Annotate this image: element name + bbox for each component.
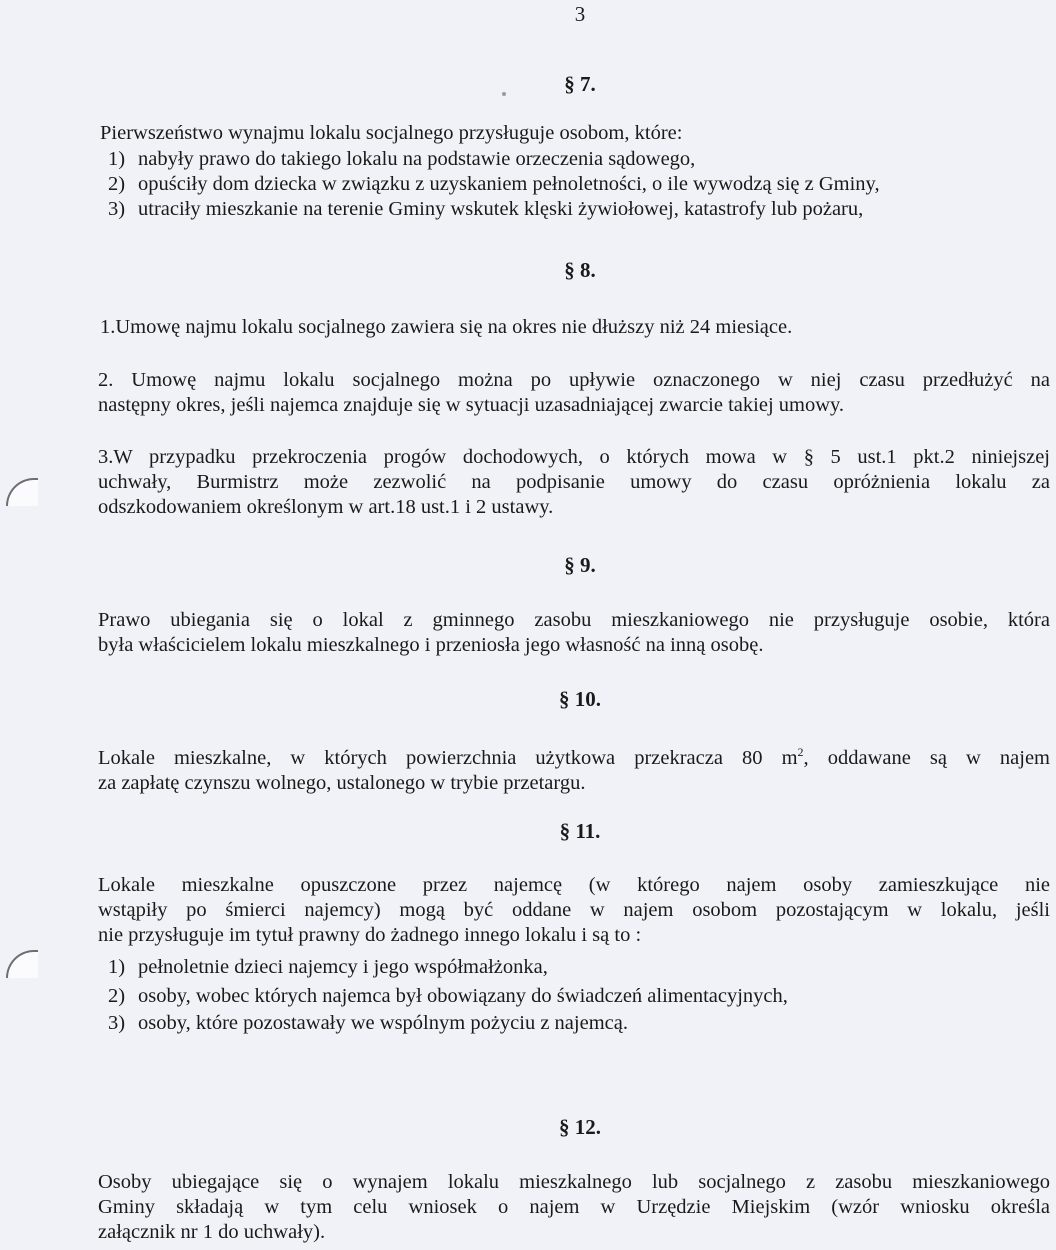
section-heading-7: § 7.: [564, 72, 596, 96]
section-heading-12: § 12.: [559, 1115, 601, 1139]
section-8-paragraph-3: [98, 445, 1050, 520]
section-10-paragraph: [98, 740, 1050, 796]
section-7-item: [108, 147, 695, 172]
section-heading-9: § 9.: [564, 553, 596, 577]
item-number: 1): [108, 148, 126, 170]
item-text: nabyły prawo do takiego lokalu na podstawie orzeczenia sądowego,: [138, 148, 696, 170]
item-number: 3): [108, 198, 126, 220]
section-11-item: [108, 955, 548, 980]
section-11-paragraph: [98, 873, 1050, 948]
text-line: nie przysługuje im tytuł prawny do żadnego innego lokalu i są to :: [98, 924, 642, 946]
section-11-item: [108, 1011, 628, 1036]
section-heading-10: § 10.: [559, 687, 601, 711]
text-line: załącznik nr 1 do uchwały).: [98, 1221, 326, 1243]
text-fragment: Lokale mieszkalne, w których powierzchnia użytkowa przekracza 80 m: [98, 746, 798, 769]
section-8-paragraph-2: [98, 368, 1050, 418]
superscript: 2: [797, 745, 804, 759]
text-line: za zapłatę czynszu wolnego, ustalonego w trybie przetargu.: [98, 771, 586, 794]
text-line: 2. Umowę najmu lokalu socjalnego można po upływie oznaczonego w niej czasu przedłużyć na: [98, 369, 1050, 391]
text-line: Osoby ubiegające się o wynajem lokalu mieszkalnego lub socjalnego z zasobu mieszkaniowego: [98, 1171, 1050, 1193]
item-text: utraciły mieszkanie na terenie Gminy wskutek klęski żywiołowej, katastrofy lub pożaru,: [138, 198, 864, 220]
item-number: 2): [108, 985, 126, 1007]
text-line: była właścicielem lokalu mieszkalnego i przeniosła jego własność na inną osobę.: [98, 634, 764, 656]
section-12-paragraph: [98, 1170, 1050, 1245]
item-number: 3): [108, 1012, 126, 1034]
section-11-item: [108, 984, 788, 1009]
item-text: pełnoletnie dzieci najemcy i jego współmałżonka,: [138, 956, 548, 978]
text-line: [98, 740, 1050, 771]
page-number: 3: [574, 2, 586, 26]
punch-hole-mark: [6, 478, 38, 506]
text-line: odszkodowaniem określonym w art.18 ust.1 i 2 ustawy.: [98, 496, 554, 518]
item-text: osoby, które pozostawały we wspólnym pożyciu z najemcą.: [138, 1012, 628, 1034]
item-number: 2): [108, 173, 126, 195]
text-line: wstąpiły po śmierci najemcy) mogą być oddane w najem osobom pozostającym w lokalu, jeśli: [98, 899, 1050, 921]
section-7-item: [108, 172, 880, 197]
text-line: 3.W przypadku przekroczenia progów dochodowych, o których mowa w § 5 ust.1 pkt.2 niniejszej: [98, 446, 1050, 468]
text-line: Lokale mieszkalne opuszczone przez najemcę (w którego najem osoby zamieszkujące nie: [98, 874, 1050, 896]
section-9-paragraph: [98, 608, 1050, 658]
punch-hole-mark: [6, 950, 38, 978]
item-text: opuściły dom dziecka w związku z uzyskaniem pełnoletności, o ile wywodzą się z Gminy,: [138, 173, 880, 195]
section-heading-11: § 11.: [559, 819, 601, 843]
text-line: Prawo ubiegania się o lokal z gminnego zasobu mieszkaniowego nie przysługuje osobie, która: [98, 609, 1050, 631]
item-number: 1): [108, 956, 126, 978]
text-line: uchwały, Burmistrz może zezwolić na podpisanie umowy do czasu opróżnienia lokalu za: [98, 471, 1050, 493]
text-fragment: , oddawane są w najem: [803, 746, 1050, 769]
item-text: osoby, wobec których najemca był obowiązany do świadczeń alimentacyjnych,: [138, 985, 788, 1007]
section-7-item: [108, 197, 863, 222]
section-heading-8: § 8.: [564, 258, 596, 282]
text-line: Gminy składają w tym celu wniosek o najem w Urzędzie Miejskim (wzór wniosku określa: [98, 1196, 1050, 1218]
text-line: następny okres, jeśli najemca znajduje się w sytuacji uzasadniającej zwarcie takiej umowy.: [98, 394, 845, 416]
section-8-paragraph-1: 1.Umowę najmu lokalu socjalnego zawiera się na okres nie dłuższy niż 24 miesiące.: [100, 316, 793, 338]
section-7-intro: Pierwszeństwo wynajmu lokalu socjalnego przysługuje osobom, które:: [100, 122, 683, 144]
